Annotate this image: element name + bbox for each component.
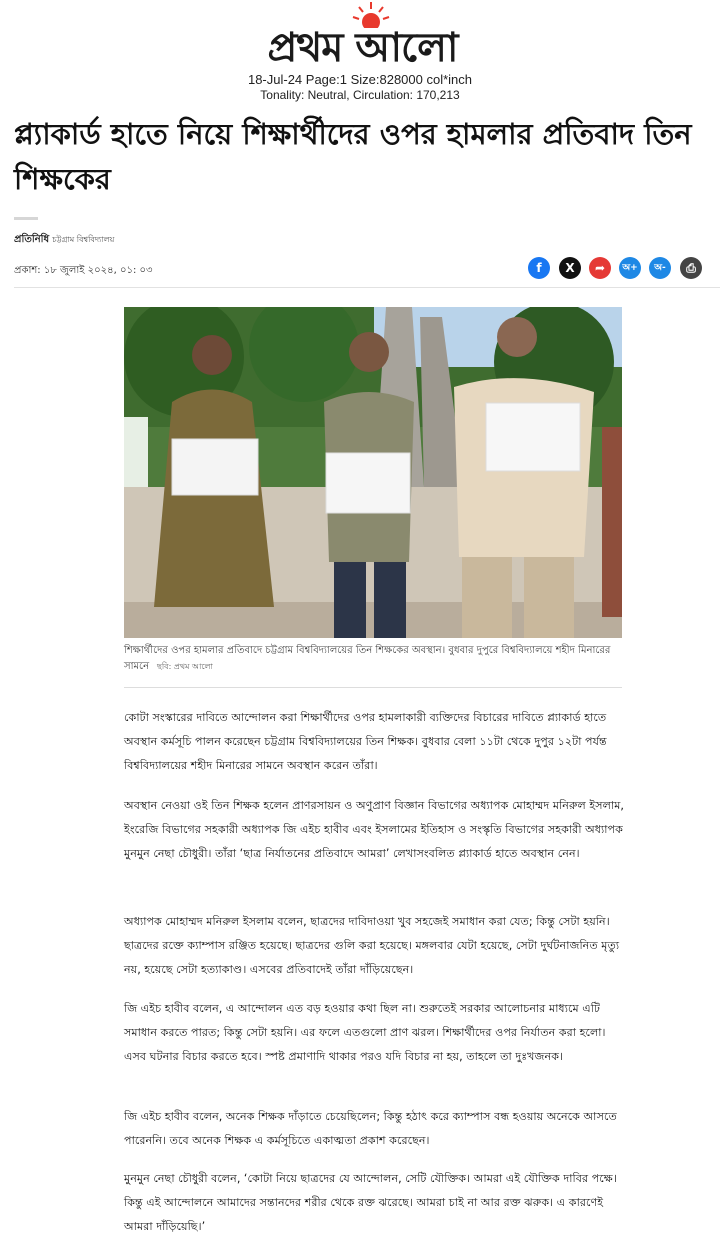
clipping-meta-line2: Tonality: Neutral, Circulation: 170,213 [260, 88, 460, 102]
clipping-meta-line1: 18-Jul-24 Page:1 Size:828000 col*inch [247, 72, 473, 87]
byline-name[interactable]: প্রতিনিধি [14, 234, 50, 245]
paragraph: জি এইচ হাবীব বলেন, অনেক শিক্ষক দাঁড়াতে চেয়েছিলেন; কিন্তু হঠাৎ করে ক্যাম্পাস বন্ধ হওয়ায় অনেকে আসতে পারেননি। তবে অনেক শিক্ষক এ কর্মসূচিতে একাত্মতা প্রকাশ করেছেন। [124, 1110, 617, 1147]
caption-divider [124, 687, 622, 688]
paragraph: কোটা সংস্কারের দাবিতে আন্দোলন করা শিক্ষার্থীদের ওপর হামলাকারী ব্যক্তিদের বিচারের দাবিতে প্ল্যাকার্ড হাতে অবস্থান কর্মসূচি পালন করেছেন চট্টগ্রাম বিশ্ববিদ্যালয়ের তিন শিক্ষক। বুধবার বেলা ১১টা থেকে দুপুর ১২টা পর্যন্ত বিশ্ববিদ্যালয়ের শহীদ মিনারের সামনে অবস্থান করেন তাঁরা। [124, 711, 607, 772]
byline-divider [14, 217, 38, 220]
print-icon[interactable]: ⎙ [680, 257, 702, 279]
photo-credit: ছবি: প্রথম আলো [157, 662, 213, 671]
article-headline: প্ল্যাকার্ড হাতে নিয়ে শিক্ষার্থীদের ওপর হামলার প্রতিবাদ তিন শিক্ষকের [14, 117, 692, 196]
font-increase-icon[interactable]: অ+ [619, 257, 641, 279]
x-icon[interactable]: X [559, 257, 581, 279]
font-decrease-icon[interactable]: অ- [649, 257, 671, 279]
logo-text: প্রথম আলো [267, 25, 458, 71]
share-icon[interactable]: ➦ [589, 257, 611, 279]
paragraph: জি এইচ হাবীব বলেন, এ আন্দোলন এত বড় হওয়ার কথা ছিল না। শুরুতেই সরকার আলোচনার মাধ্যমে এটি সমাধান করতে পারত; কিন্তু সেটা হয়নি। এর ফলে এতগুলো প্রাণ ঝরল। শিক্ষার্থীদের ওপর নির্যাতন করা হলো। এসব ঘটনার বিচার করতে হবে। স্পষ্ট প্রমাণাদি থাকার পরও যদি বিচার না হয়, তাহলে তা দুঃখজনক। [124, 1002, 606, 1063]
header-divider [14, 287, 720, 288]
paragraph: অধ্যাপক মোহাম্মদ মনিরুল ইসলাম বলেন, ছাত্রদের দাবিদাওয়া খুব সহজেই সমাধান করা যেত; কিন্তু সেটা হয়নি। ছাত্রদের রক্তে ক্যাম্পাস রঞ্জিত হয়েছে। ছাত্রদের গুলি করা হয়েছে। মঙ্গলবার যেটা হয়েছে, সেটা দুর্ঘটনাজনিত মৃত্যু নয়, হয়েছে সেটা হত্যাকাণ্ড। এসবের প্রতিবাদেই তাঁরা দাঁড়িয়েছেন। [124, 915, 620, 976]
caption-text: শিক্ষার্থীদের ওপর হামলার প্রতিবাদে চট্টগ্রাম বিশ্ববিদ্যালয়ের তিন শিক্ষকের অবস্থান। বুধবার দুপুরে বিশ্ববিদ্যালয়ে শহীদ মিনারের সামনে [124, 645, 611, 672]
facebook-icon[interactable]: f [528, 257, 550, 279]
article-photo [124, 307, 622, 638]
protest-photo-illustration [124, 307, 622, 638]
prothom-alo-logo [225, 2, 500, 70]
paragraph: মুনমুন নেছা চৌধুরী বলেন, ‘কোটা নিয়ে ছাত্রদের যে আন্দোলন, সেটি যৌক্তিক। আমরা এই যৌক্তিক দাবির পক্ষে। কিন্তু এই আন্দোলনে আমাদের সন্তানদের শরীর থেকে রক্ত ঝরেছে। আমরা চাই না আর রক্ত ঝরুক। এ কারণেই আমরা দাঁড়িয়েছি।’ [124, 1172, 617, 1233]
byline [14, 232, 114, 249]
masthead [0, 0, 720, 104]
published-date: প্রকাশ: ১৮ জুলাই ২০২৪, ০১: ০৩ [14, 265, 153, 276]
byline-location: চট্টগ্রাম বিশ্ববিদ্যালয় [52, 235, 115, 244]
paragraph: অবস্থান নেওয়া ওই তিন শিক্ষক হলেন প্রাণরসায়ন ও অণুপ্রাণ বিজ্ঞান বিভাগের অধ্যাপক মোহাম্মদ মনিরুল ইসলাম, ইংরেজি বিভাগের সহকারী অধ্যাপক জি এইচ হাবীব এবং ইসলামের ইতিহাস ও সংস্কৃতি বিভাগের সহকারী অধ্যাপক মুনমুন নেছা চৌধুরী। তাঁরা ‘ছাত্র নির্যাতনের প্রতিবাদে আমরা’ লেখাসংবলিত প্ল্যাকার্ড হাতে অবস্থান নেন। [124, 799, 624, 860]
photo-caption [124, 643, 624, 675]
